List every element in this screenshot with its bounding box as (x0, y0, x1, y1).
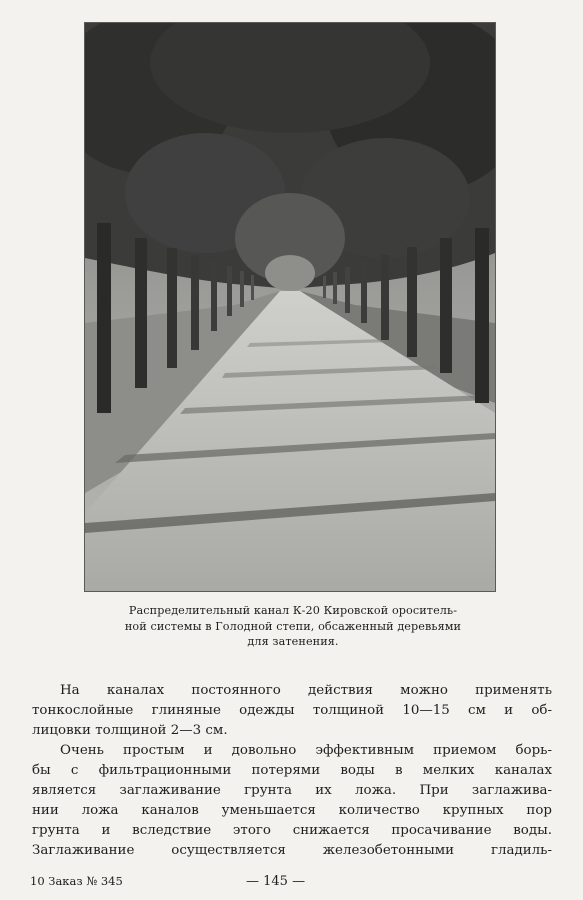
text-line: Очень простым и довольно эффективным приемом борь- (60, 743, 552, 758)
page-footer (30, 874, 550, 892)
text-line: нии ложа каналов уменьшается количество крупных пор (32, 803, 552, 818)
text-line: тонкослойные глиняные одежды толщиной 10—15 см и об- (32, 703, 552, 718)
printer-signature: 10 Заказ № 345 (30, 874, 123, 888)
text-line: лицовки толщиной 2—3 см. (32, 723, 228, 738)
text-line: На каналах постоянного действия можно применять (60, 683, 552, 698)
page-number: — 145 — (246, 874, 306, 889)
text-line: является заглаживание грунта их ложа. При заглаживa- (32, 783, 552, 798)
tree-lined-canal-image (85, 23, 495, 591)
text-line: Заглаживание осуществляется железобетонными гладиль- (32, 843, 552, 858)
figure-caption (60, 603, 526, 650)
body-text (32, 681, 552, 861)
caption-line: ной системы в Голодной степи, обсаженный деревьями (124, 619, 462, 633)
text-line: грунта и вследствие этого снижается просачивание воды. (32, 823, 552, 838)
caption-line: для затенения. (247, 635, 339, 648)
canal-photo (84, 22, 496, 592)
text-line: бы с фильтрационными потерями воды в мелких каналах (32, 763, 552, 778)
caption-line: Распределительный канал К-20 Кировской ороситель- (128, 604, 458, 617)
